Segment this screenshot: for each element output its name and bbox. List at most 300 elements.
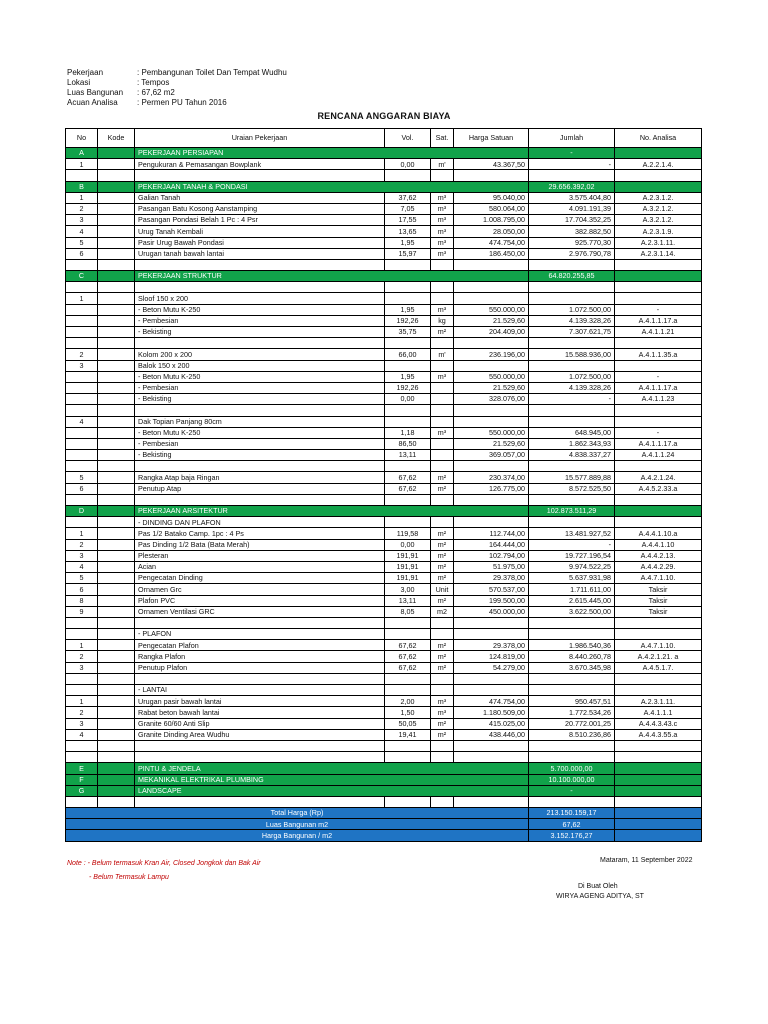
- item-code: [98, 662, 135, 673]
- item-code: [98, 371, 135, 382]
- item-code: [98, 203, 135, 214]
- item-amount: [529, 629, 615, 640]
- cell: [529, 282, 615, 293]
- item-volume: 13,11: [385, 450, 431, 461]
- item-description: Pasir Urug Bawah Pondasi: [135, 237, 385, 248]
- section-row: [66, 271, 702, 282]
- table-row: [66, 450, 702, 461]
- item-volume: 37,62: [385, 192, 431, 203]
- item-unit: m³: [431, 248, 454, 259]
- item-analysis-code: Taksir: [615, 595, 702, 606]
- item-volume: 1,95: [385, 237, 431, 248]
- info-value: : Pembangunan Toilet Dan Tempat Wudhu: [137, 68, 287, 77]
- item-amount: 1.986.540,36: [529, 640, 615, 651]
- section-code: F: [66, 774, 98, 785]
- section-total: 102.873.511,29: [529, 506, 615, 517]
- item-description: Sloof 150 x 200: [135, 293, 385, 304]
- item-analysis-code: A.4.4.3.55.a: [615, 729, 702, 740]
- item-description: Rangka Atap baja Ringan: [135, 472, 385, 483]
- item-description: Granite Dinding Area Wudhu: [135, 729, 385, 740]
- info-row: [67, 78, 287, 88]
- table-row: [66, 528, 702, 539]
- item-unit-price: 570.537,00: [454, 584, 529, 595]
- item-volume: 191,91: [385, 573, 431, 584]
- item-unit: [431, 382, 454, 393]
- item-unit: m³: [431, 203, 454, 214]
- item-analysis-code: A.4.1.1.17.a: [615, 438, 702, 449]
- item-analysis-code: A.2.3.1.14.: [615, 248, 702, 259]
- item-volume: 13,11: [385, 595, 431, 606]
- item-number: 5: [66, 573, 98, 584]
- table-row: [66, 651, 702, 662]
- table-row: [66, 729, 702, 740]
- item-amount: 13.481.927,52: [529, 528, 615, 539]
- item-unit-price: 550.000,00: [454, 304, 529, 315]
- cell: [431, 461, 454, 472]
- table-row: [66, 371, 702, 382]
- cell: [66, 461, 98, 472]
- cell: [66, 259, 98, 270]
- item-amount: 8.440.260,78: [529, 651, 615, 662]
- item-analysis-code: A.4.2.1.21. a: [615, 651, 702, 662]
- item-unit: m²: [431, 573, 454, 584]
- item-number: 4: [66, 226, 98, 237]
- item-description: - Bekisting: [135, 327, 385, 338]
- table-row: [66, 718, 702, 729]
- item-volume: 67,62: [385, 662, 431, 673]
- item-analysis-code: A.4.2.1.24.: [615, 472, 702, 483]
- item-unit-price: [454, 629, 529, 640]
- signature-label: Di Buat Oleh: [578, 883, 618, 890]
- item-amount: 382.882,50: [529, 226, 615, 237]
- table-row: [66, 707, 702, 718]
- cell: [454, 494, 529, 505]
- item-analysis-code: A.4.1.1.17.a: [615, 382, 702, 393]
- note-line: - Belum Termasuk Lampu: [89, 874, 169, 881]
- table-row: [66, 483, 702, 494]
- table-row: [66, 237, 702, 248]
- item-amount: [529, 360, 615, 371]
- item-unit-price: 415.025,00: [454, 718, 529, 729]
- item-unit-price: [454, 360, 529, 371]
- item-volume: 13,65: [385, 226, 431, 237]
- item-unit: m³: [431, 707, 454, 718]
- table-row: [66, 159, 702, 170]
- cell: [529, 796, 615, 807]
- item-code: [98, 427, 135, 438]
- cell: [66, 740, 98, 751]
- table-row: [66, 550, 702, 561]
- info-row: [67, 98, 287, 108]
- section-row: [66, 785, 702, 796]
- cell: [385, 259, 431, 270]
- item-code: [98, 327, 135, 338]
- budget-table: [65, 128, 702, 842]
- item-amount: 4.139.328,26: [529, 315, 615, 326]
- cell: [385, 338, 431, 349]
- cell: [615, 830, 702, 841]
- item-analysis-code: A.4.4.3.43.c: [615, 718, 702, 729]
- item-number: [66, 327, 98, 338]
- item-unit: m³: [431, 371, 454, 382]
- item-unit: Unit: [431, 584, 454, 595]
- cell: [98, 740, 135, 751]
- cell: [135, 617, 385, 628]
- item-description: - Beton Mutu K-250: [135, 304, 385, 315]
- cell: [98, 405, 135, 416]
- item-unit-price: 29.378,00: [454, 640, 529, 651]
- item-description: - Pembesian: [135, 315, 385, 326]
- cell: [385, 673, 431, 684]
- item-volume: 7,05: [385, 203, 431, 214]
- cell: [98, 752, 135, 763]
- item-code: [98, 517, 135, 528]
- cell: [66, 405, 98, 416]
- item-unit-price: 186.450,00: [454, 248, 529, 259]
- column-header: Vol.: [385, 129, 431, 148]
- cell: [431, 282, 454, 293]
- item-unit: m³: [431, 192, 454, 203]
- item-unit-price: 112.744,00: [454, 528, 529, 539]
- column-header: No: [66, 129, 98, 148]
- item-unit-price: 580.064,00: [454, 203, 529, 214]
- cell: [615, 796, 702, 807]
- cell: [615, 774, 702, 785]
- item-number: 6: [66, 248, 98, 259]
- item-number: [66, 517, 98, 528]
- item-description: - Beton Mutu K-250: [135, 371, 385, 382]
- item-analysis-code: A.4.5.1.7.: [615, 662, 702, 673]
- item-unit-price: 95.040,00: [454, 192, 529, 203]
- section-name: PEKERJAAN TANAH & PONDASI: [135, 181, 529, 192]
- item-description: - DINDING DAN PLAFON: [135, 517, 385, 528]
- item-unit: m²: [431, 718, 454, 729]
- item-analysis-code: A.4.4.1.10: [615, 539, 702, 550]
- section-row: [66, 148, 702, 159]
- cell: [385, 617, 431, 628]
- section-row: [66, 181, 702, 192]
- item-amount: 4.139.328,26: [529, 382, 615, 393]
- item-code: [98, 349, 135, 360]
- cell: [529, 617, 615, 628]
- cell: [615, 405, 702, 416]
- item-unit: [431, 416, 454, 427]
- table-row: [66, 595, 702, 606]
- cell: [98, 181, 135, 192]
- item-code: [98, 696, 135, 707]
- section-total: 29.656.392,02: [529, 181, 615, 192]
- item-number: 6: [66, 584, 98, 595]
- item-volume: 15,97: [385, 248, 431, 259]
- cell: [66, 617, 98, 628]
- item-amount: [529, 685, 615, 696]
- item-volume: 19,41: [385, 729, 431, 740]
- item-unit: m³: [431, 226, 454, 237]
- item-volume: 8,05: [385, 606, 431, 617]
- item-number: 2: [66, 203, 98, 214]
- column-header: No. Analisa: [615, 129, 702, 148]
- item-analysis-code: [615, 416, 702, 427]
- item-amount: [529, 517, 615, 528]
- item-code: [98, 237, 135, 248]
- summary-label: Luas Bangunan m2: [66, 819, 529, 830]
- item-unit-price: 126.775,00: [454, 483, 529, 494]
- cell: [529, 338, 615, 349]
- section-code: D: [66, 506, 98, 517]
- item-code: [98, 483, 135, 494]
- item-unit-price: 474.754,00: [454, 237, 529, 248]
- item-description: Kolom 200 x 200: [135, 349, 385, 360]
- item-analysis-code: Taksir: [615, 584, 702, 595]
- item-unit-price: 54.279,00: [454, 662, 529, 673]
- item-analysis-code: A.2.3.1.11.: [615, 237, 702, 248]
- item-unit: m²: [431, 550, 454, 561]
- project-info: [67, 68, 287, 108]
- item-code: [98, 640, 135, 651]
- item-amount: -: [529, 539, 615, 550]
- item-code: [98, 215, 135, 226]
- item-analysis-code: [615, 685, 702, 696]
- item-amount: 3.622.500,00: [529, 606, 615, 617]
- cell: [66, 338, 98, 349]
- item-volume: 67,62: [385, 651, 431, 662]
- cell: [98, 673, 135, 684]
- item-number: [66, 394, 98, 405]
- summary-value: 213.150.159,17: [529, 808, 615, 819]
- table-row: [66, 573, 702, 584]
- item-unit-price: 550.000,00: [454, 427, 529, 438]
- cell: [454, 338, 529, 349]
- info-label: Lokasi: [67, 78, 91, 87]
- cell: [66, 494, 98, 505]
- cell: [98, 282, 135, 293]
- item-unit: [431, 360, 454, 371]
- section-total: 64.820.255,85: [529, 271, 615, 282]
- item-unit: m³: [431, 696, 454, 707]
- item-analysis-code: A.3.2.1.2.: [615, 215, 702, 226]
- item-volume: 17,55: [385, 215, 431, 226]
- cell: [135, 282, 385, 293]
- cell: [615, 170, 702, 181]
- item-number: [66, 450, 98, 461]
- item-amount: 8.572.525,50: [529, 483, 615, 494]
- table-body: [66, 148, 702, 842]
- item-code: [98, 718, 135, 729]
- item-unit-price: 28.050,00: [454, 226, 529, 237]
- item-unit-price: [454, 293, 529, 304]
- item-unit-price: 43.367,50: [454, 159, 529, 170]
- cell: [529, 752, 615, 763]
- item-unit: m³: [431, 427, 454, 438]
- item-unit-price: [454, 685, 529, 696]
- item-number: [66, 685, 98, 696]
- cell: [135, 740, 385, 751]
- item-code: [98, 707, 135, 718]
- cell: [431, 259, 454, 270]
- cell: [454, 617, 529, 628]
- cell: [135, 405, 385, 416]
- item-volume: 192,26: [385, 315, 431, 326]
- item-number: [66, 304, 98, 315]
- item-unit: [431, 394, 454, 405]
- item-description: Pengecatan Dinding: [135, 573, 385, 584]
- item-analysis-code: [615, 360, 702, 371]
- item-analysis-code: A.4.1.1.17.a: [615, 315, 702, 326]
- item-amount: 1.711.611,00: [529, 584, 615, 595]
- item-number: 4: [66, 729, 98, 740]
- cell: [615, 819, 702, 830]
- blank-row: [66, 259, 702, 270]
- item-description: Pasangan Pondasi Belah 1 Pc : 4 Psr: [135, 215, 385, 226]
- cell: [98, 461, 135, 472]
- cell: [529, 494, 615, 505]
- item-analysis-code: A.4.1.1.23: [615, 394, 702, 405]
- item-number: 2: [66, 651, 98, 662]
- item-unit-price: 369.057,00: [454, 450, 529, 461]
- cell: [135, 170, 385, 181]
- cell: [385, 796, 431, 807]
- cell: [431, 170, 454, 181]
- item-analysis-code: A.2.3.1.9.: [615, 226, 702, 237]
- item-description: - PLAFON: [135, 629, 385, 640]
- item-amount: 1.772.534,26: [529, 707, 615, 718]
- cell: [431, 494, 454, 505]
- section-name: PEKERJAAN PERSIAPAN: [135, 148, 529, 159]
- item-code: [98, 226, 135, 237]
- item-unit: m²: [431, 528, 454, 539]
- item-volume: [385, 517, 431, 528]
- item-code: [98, 651, 135, 662]
- item-amount: 20.772.001,25: [529, 718, 615, 729]
- cell: [135, 494, 385, 505]
- item-code: [98, 438, 135, 449]
- section-name: PEKERJAAN STRUKTUR: [135, 271, 529, 282]
- item-amount: 1.862.343,93: [529, 438, 615, 449]
- item-unit: [431, 685, 454, 696]
- item-amount: 950.457,51: [529, 696, 615, 707]
- cell: [98, 148, 135, 159]
- cell: [98, 506, 135, 517]
- item-amount: 4.091.191,39: [529, 203, 615, 214]
- table-row: [66, 685, 702, 696]
- item-amount: 925.770,30: [529, 237, 615, 248]
- item-code: [98, 606, 135, 617]
- item-unit: m²: [431, 472, 454, 483]
- cell: [98, 338, 135, 349]
- item-analysis-code: [615, 517, 702, 528]
- cell: [615, 763, 702, 774]
- item-amount: 7.307.621,75: [529, 327, 615, 338]
- item-unit-price: 29.378,00: [454, 573, 529, 584]
- item-unit: m²: [431, 651, 454, 662]
- item-unit: kg: [431, 315, 454, 326]
- item-analysis-code: A.4.1.1.1: [615, 707, 702, 718]
- note-line: Note : - Belum termasuk Kran Air, Closed Jongkok dan Bak Air: [67, 860, 261, 867]
- cell: [135, 673, 385, 684]
- cell: [529, 170, 615, 181]
- cell: [615, 181, 702, 192]
- cell: [454, 461, 529, 472]
- cell: [615, 740, 702, 751]
- summary-row: [66, 808, 702, 819]
- blank-row: [66, 617, 702, 628]
- blank-row: [66, 405, 702, 416]
- item-description: Pengukuran & Pemasangan Bowplank: [135, 159, 385, 170]
- item-analysis-code: A.4.4.1.10.a: [615, 528, 702, 539]
- item-unit: m²: [431, 561, 454, 572]
- cell: [98, 763, 135, 774]
- item-unit: m²: [431, 483, 454, 494]
- signature-name: WIRYA AGENG ADITYA, ST: [556, 893, 644, 900]
- item-unit: m²: [431, 729, 454, 740]
- cell: [98, 617, 135, 628]
- cell: [454, 259, 529, 270]
- cell: [431, 752, 454, 763]
- table-row: [66, 438, 702, 449]
- info-label: Luas Bangunan: [67, 88, 124, 97]
- item-code: [98, 416, 135, 427]
- item-unit-price: 450.000,00: [454, 606, 529, 617]
- item-volume: 192,26: [385, 382, 431, 393]
- item-unit: m²: [431, 595, 454, 606]
- item-description: - Bekisting: [135, 394, 385, 405]
- cell: [98, 271, 135, 282]
- item-amount: 2.976.790,78: [529, 248, 615, 259]
- item-unit-price: 199.500,00: [454, 595, 529, 606]
- cell: [615, 808, 702, 819]
- blank-row: [66, 338, 702, 349]
- item-number: 9: [66, 606, 98, 617]
- summary-value: 3.152.176,27: [529, 830, 615, 841]
- item-unit: m²: [431, 662, 454, 673]
- item-code: [98, 561, 135, 572]
- section-row: [66, 506, 702, 517]
- item-unit: [431, 517, 454, 528]
- item-number: 2: [66, 539, 98, 550]
- item-amount: 5.637.931,98: [529, 573, 615, 584]
- summary-row: [66, 819, 702, 830]
- section-total: -: [529, 785, 615, 796]
- item-description: Plafon PVC: [135, 595, 385, 606]
- section-total: -: [529, 148, 615, 159]
- item-volume: [385, 685, 431, 696]
- cell: [615, 271, 702, 282]
- cell: [385, 752, 431, 763]
- item-analysis-code: A.3.2.1.2.: [615, 203, 702, 214]
- section-name: PINTU & JENDELA: [135, 763, 529, 774]
- cell: [431, 740, 454, 751]
- item-code: [98, 304, 135, 315]
- section-code: A: [66, 148, 98, 159]
- item-number: 5: [66, 237, 98, 248]
- cell: [135, 796, 385, 807]
- item-unit: m³: [431, 304, 454, 315]
- item-number: [66, 438, 98, 449]
- item-unit-price: 21.529,60: [454, 315, 529, 326]
- cell: [454, 405, 529, 416]
- column-header: Jumlah: [529, 129, 615, 148]
- item-number: 6: [66, 483, 98, 494]
- item-volume: 1,18: [385, 427, 431, 438]
- cell: [98, 170, 135, 181]
- item-description: Galian Tanah: [135, 192, 385, 203]
- item-code: [98, 528, 135, 539]
- item-volume: 1,50: [385, 707, 431, 718]
- item-analysis-code: A.4.5.2.33.a: [615, 483, 702, 494]
- cell: [385, 740, 431, 751]
- cell: [615, 461, 702, 472]
- info-row: [67, 88, 287, 98]
